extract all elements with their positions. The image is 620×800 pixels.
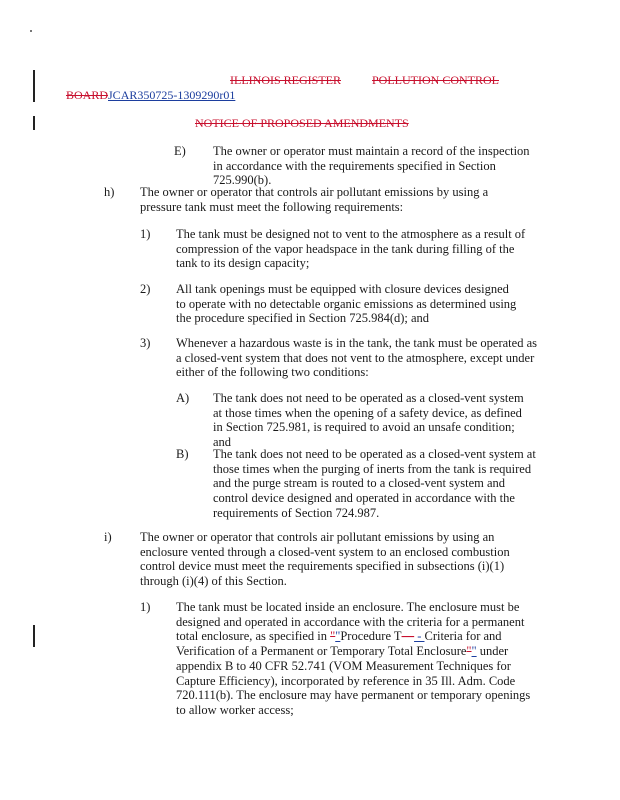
- item-label: 3): [140, 336, 151, 350]
- notice-title-deleted: NOTICE OF PROPOSED AMENDMENTS: [195, 116, 409, 130]
- item-label: A): [176, 391, 190, 405]
- item-h3a-text: The tank does not need to be operated as a closed-vent system at those times when the opening of a safety device, as defined in Section 725.981, is required to avoid an unsafe condition; and: [213, 391, 524, 450]
- agency-line: [66, 88, 235, 102]
- section-h-text: The owner or operator that controls air pollutant emissions by using a pressure tank must meet the following requirements:: [140, 185, 489, 214]
- item-h3-text: Whenever a hazardous waste is in the tank, the tank must be operated as a closed-vent system that does not vent to the atmosphere, except under either of the following two conditions:: [176, 336, 537, 380]
- section-label: i): [104, 530, 112, 544]
- section-label: h): [104, 185, 115, 199]
- document-id-inserted: JCAR350725-1309290r01: [108, 88, 236, 102]
- dash-inserted: -: [414, 629, 425, 644]
- quote-deleted: ": [466, 644, 472, 659]
- dash-deleted: —: [401, 629, 415, 644]
- item-h2-text: All tank openings must be equipped with closure devices designed to operate with no detectable organic emissions as determined using the procedure specified in Section 725.984(d); and: [176, 282, 517, 326]
- quote-inserted: ": [471, 644, 477, 659]
- item-label: E): [174, 144, 186, 158]
- item-label: 1): [140, 600, 151, 614]
- quote-inserted: ": [335, 629, 341, 644]
- scan-speck: [30, 30, 32, 32]
- agency-name-deleted: POLLUTION CONTROL: [372, 73, 499, 87]
- item-i1-text: The tank must be located inside an enclosure. The enclosure must be designed and operated in accordance with the criteria for a permanent total enclosure, as specified in ""Procedure T— - Criteria for and Verification of a Permanent or Temporary Total Enclosure"" under appendix B to 40 CFR 52.741 (VOM Measurement Techniques for Capture Efficiency), incorporated by reference in 35 Ill. Adm. Code 720.111(b). The enclosure may have permanent or temporary openings to allow worker access;: [176, 600, 531, 717]
- item-label: 2): [140, 282, 151, 296]
- quote-deleted: ": [330, 629, 336, 644]
- item-h3b-text: The tank does not need to be operated as a closed-vent system at those times when the purging of inerts from the tank is required and the purge stream is routed to a closed-vent system and control device designed and operated in accordance with the requirements of Section 724.987.: [213, 447, 536, 520]
- item-label: B): [176, 447, 189, 461]
- item-label: 1): [140, 227, 151, 241]
- item-e-text: The owner or operator must maintain a record of the inspection in accordance with the requirements specified in Section 725.990(b).: [213, 144, 530, 188]
- change-bar: [33, 70, 35, 102]
- item-h1-text: The tank must be designed not to vent to the atmosphere as a result of compression of the vapor headspace in the tank during filling of the tank to its design capacity;: [176, 227, 526, 271]
- change-bar: [33, 625, 35, 647]
- change-bar: [33, 116, 35, 130]
- section-i-text: The owner or operator that controls air pollutant emissions by using an enclosure vented through a closed-vent system to an enclosed combustion control device must meet the requirements specified in subsections (i)(1) through (i)(4) of this Section.: [140, 530, 510, 589]
- register-title-deleted: ILLINOIS REGISTER: [230, 73, 341, 87]
- agency-name-deleted-2: BOARD: [66, 88, 109, 102]
